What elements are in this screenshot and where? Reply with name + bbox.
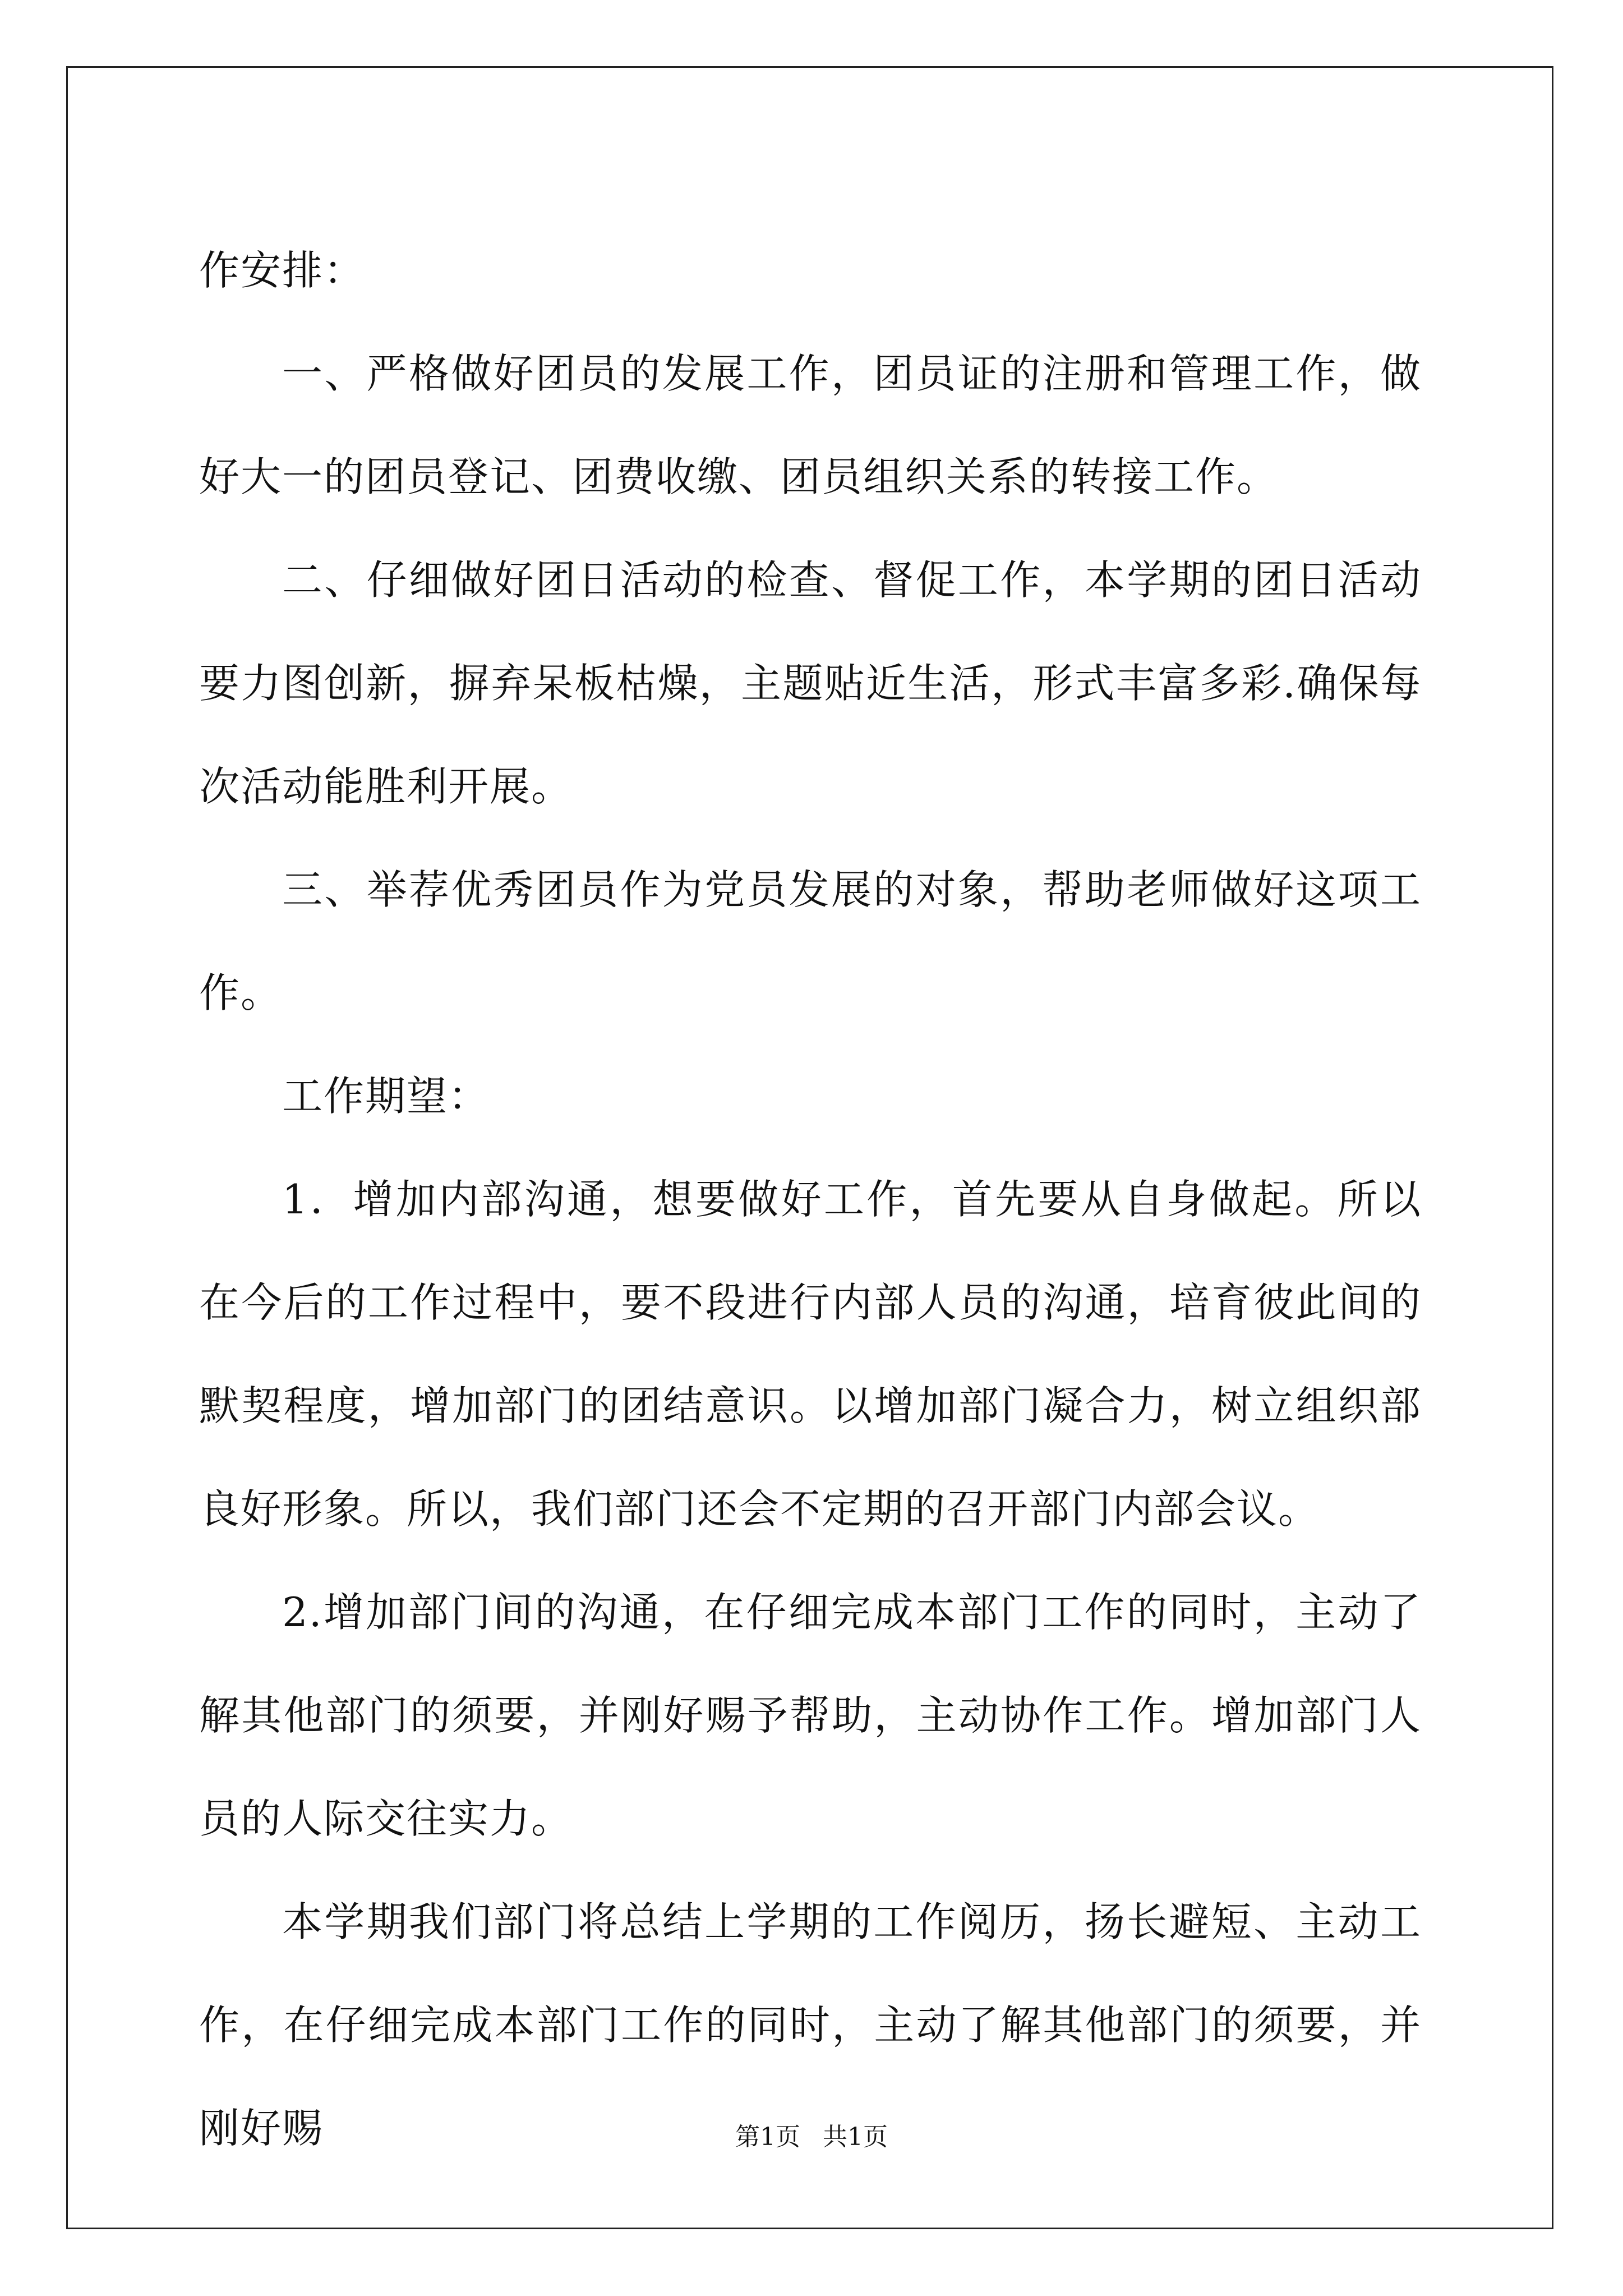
paragraph: 三、举荐优秀团员作为党员发展的对象，帮助老师做好这项工作。 [199, 866, 1422, 1016]
paragraph: 工作期望： [282, 1073, 490, 1120]
paragraph: 作安排： [199, 247, 366, 294]
paragraph: 1．增加内部沟通，想要做好工作，首先要从自身做起。所以在今后的工作过程中，要不段进行内部人员的沟通，培育彼此间的默契程度，增加部门的团结意识。以增加部门凝合力，树立组织部良好形象。所以，我们部门还会不定期的召开部门内部会议。 [199, 1176, 1422, 1533]
paragraph: 二、仔细做好团日活动的检查、督促工作，本学期的团日活动要力图创新，摒弃呆板枯燥，主题贴近生活，形式丰富多彩.确保每次活动能胜利开展。 [199, 556, 1422, 810]
document-body [199, 219, 1422, 2180]
paragraph: 本学期我们部门将总结上学期的工作阅历，扬长避短、主动工作，在仔细完成本部门工作的同时，主动了解其他部门的须要，并刚好赐 [199, 1898, 1422, 2152]
paragraph: 一、严格做好团员的发展工作，团员证的注册和管理工作，做好大一的团员登记、团费收缴、团员组织关系的转接工作。 [199, 350, 1422, 500]
paragraph: 2.增加部门间的沟通，在仔细完成本部门工作的同时，主动了解其他部门的须要，并刚好赐予帮助，主动协作工作。增加部门人员的人际交往实力。 [199, 1589, 1422, 1842]
page-number-total: 共1页 [823, 2123, 888, 2151]
page-footer [0, 2120, 1623, 2154]
page-number-current: 第1页 [735, 2123, 800, 2151]
